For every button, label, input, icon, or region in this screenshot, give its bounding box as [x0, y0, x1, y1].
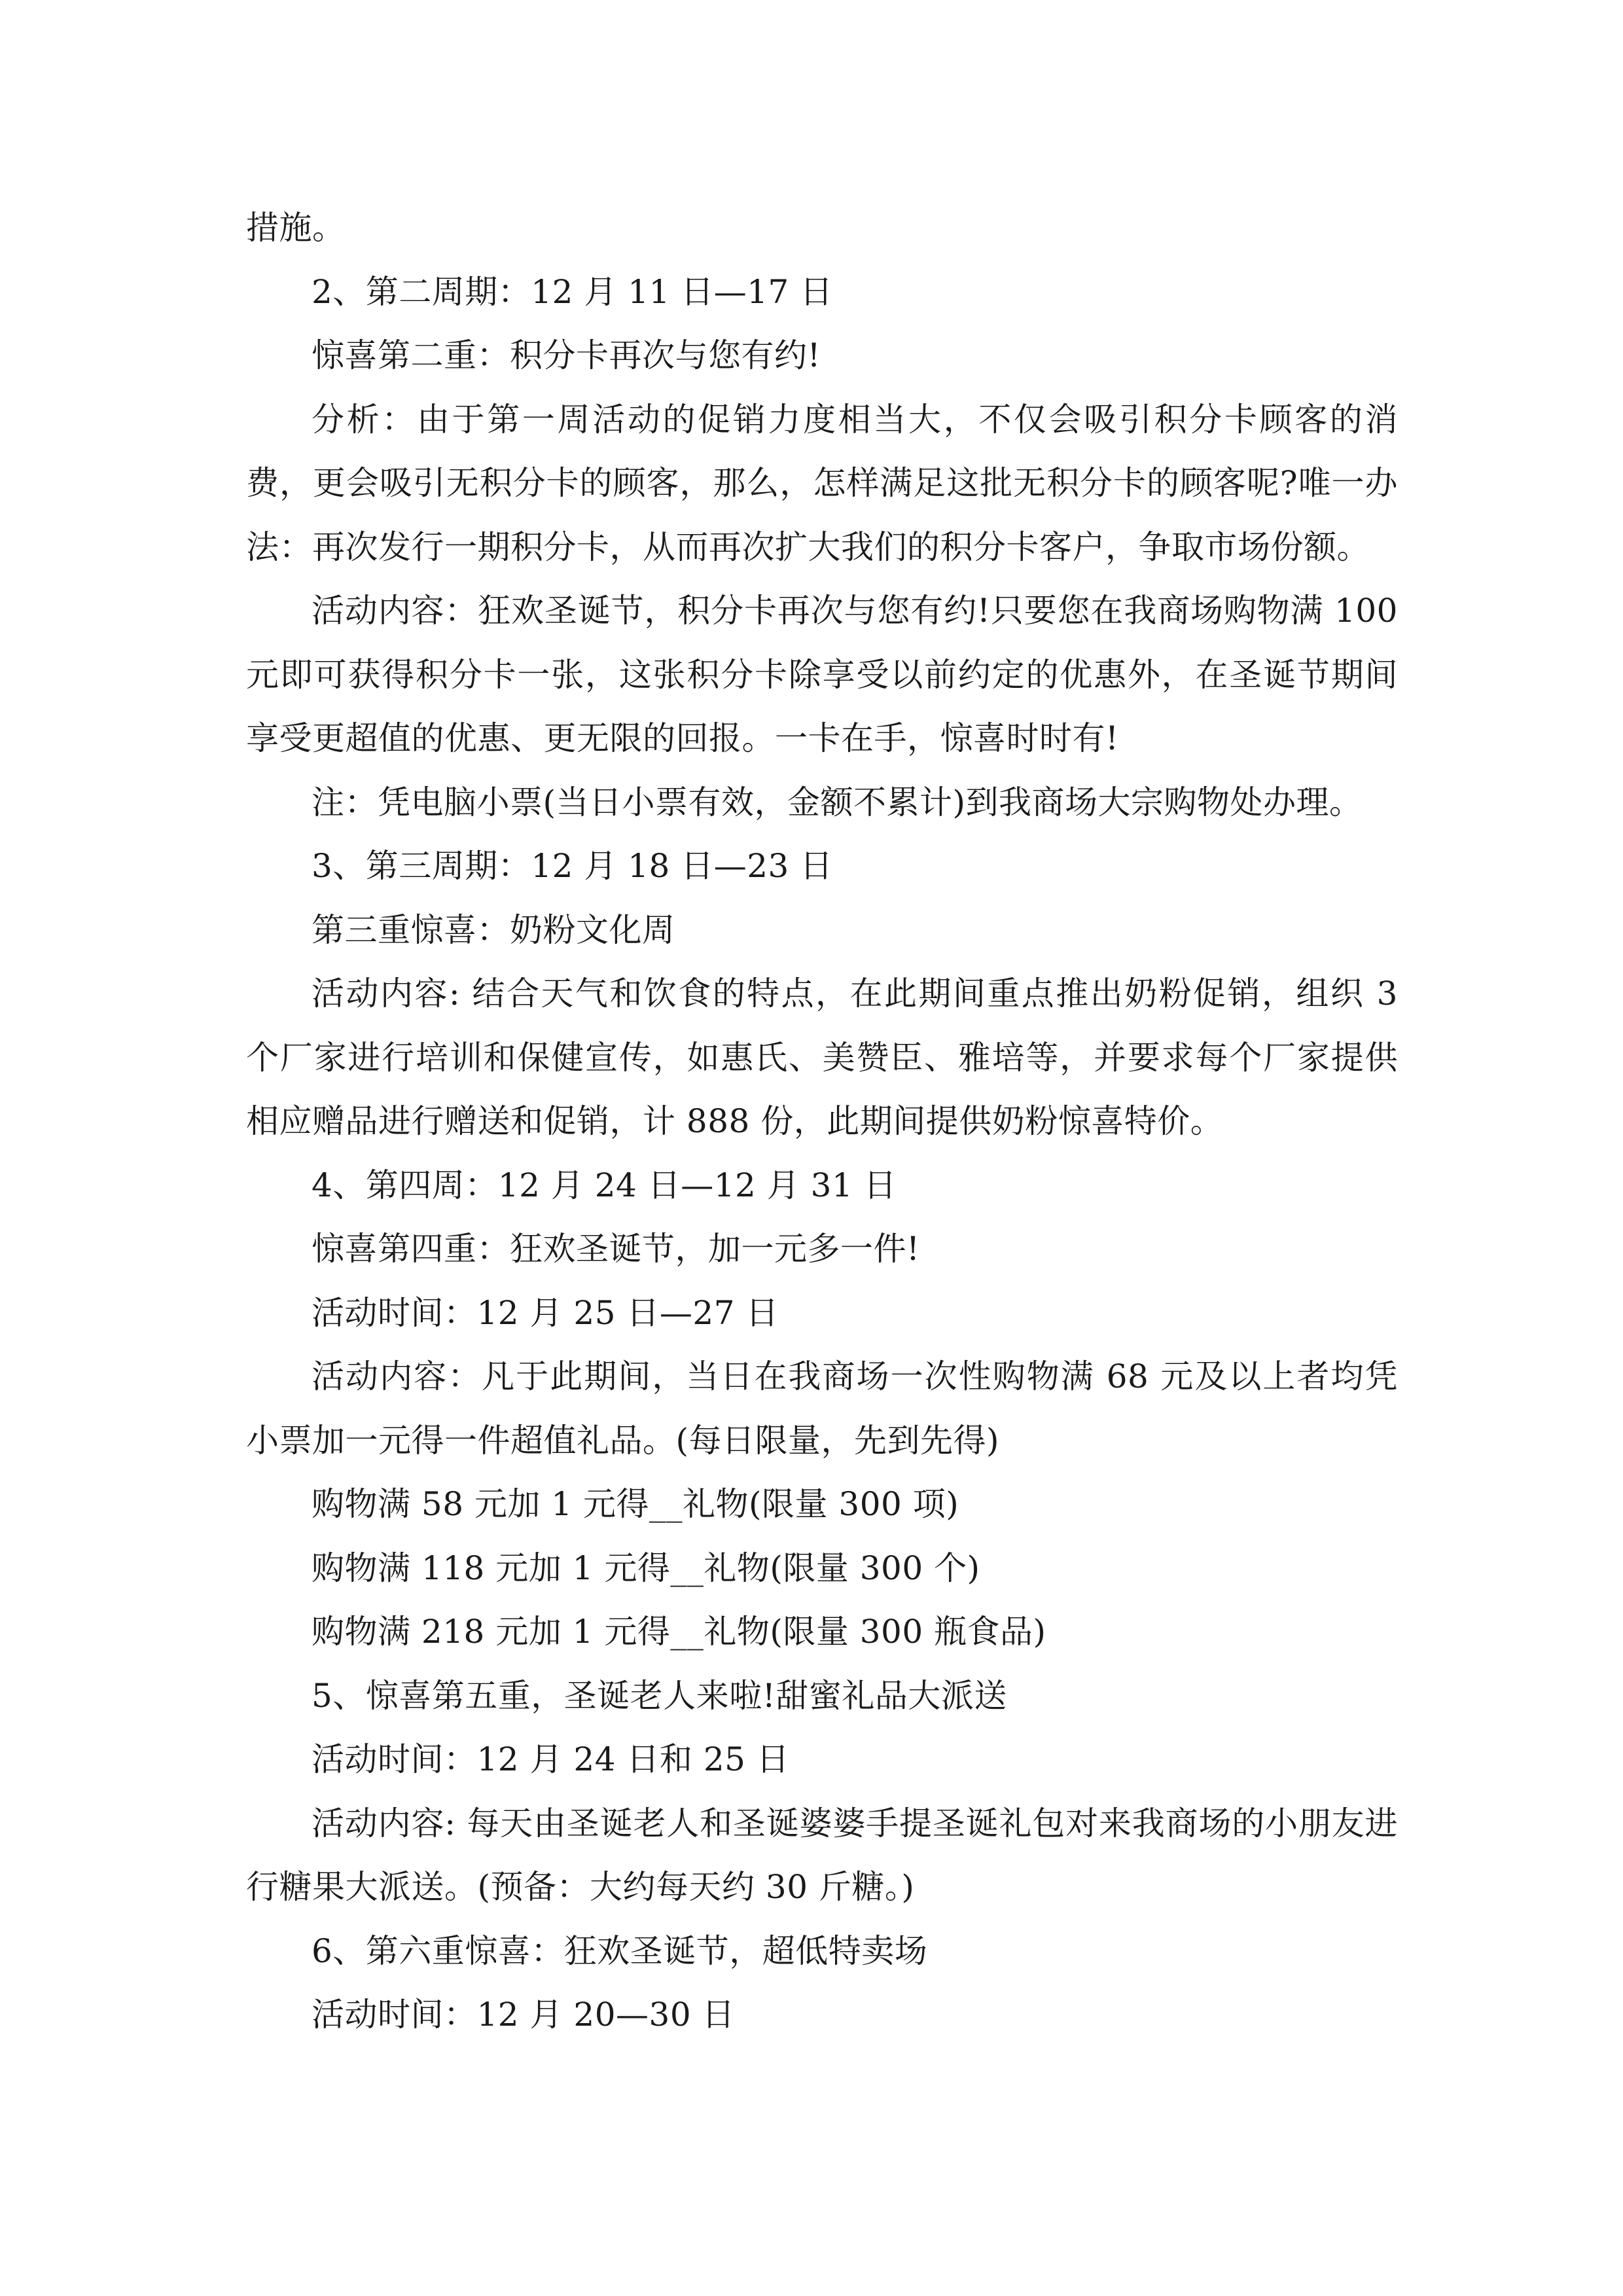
activity-content-week-four: 活动内容：凡于此期间，当日在我商场一次性购物满 68 元及以上者均凭小票加一元得一件超值礼品。(每日限量，先到先得) — [246, 1357, 1398, 1460]
note-paragraph: 注：凭电脑小票(当日小票有效，金额不累计)到我商场大宗购物处办理。 — [312, 783, 1363, 821]
gift-tier-58: 购物满 58 元加 1 元得__礼物(限量 300 项) — [312, 1485, 959, 1523]
heading-surprise-six: 6、第六重惊喜：狂欢圣诞节，超低特卖场 — [312, 1931, 928, 1970]
analysis-paragraph: 分析：由于第一周活动的促销力度相当大，不仅会吸引积分卡顾客的消费，更会吸引无积分卡的顾客，那么，怎样满足这批无积分卡的顾客呢?唯一办法：再次发行一期积分卡，从而再次扩大我们的积分卡客户，争取市场份额。 — [246, 400, 1398, 566]
surprise-four-title: 惊喜第四重：狂欢圣诞节，加一元多一件! — [312, 1230, 920, 1268]
activity-content-week-two: 活动内容：狂欢圣诞节，积分卡再次与您有约!只要您在我商场购物满 100 元即可获得积分卡一张，这张积分卡除享受以前约定的优惠外，在圣诞节期间享受更超值的优惠、更无限的回报。一卡在手，惊喜时时有! — [246, 592, 1398, 757]
activity-time-week-four: 活动时间：12 月 25 日—27 日 — [312, 1293, 779, 1332]
heading-week-three: 3、第三周期：12 月 18 日—23 日 — [312, 847, 833, 885]
surprise-two-title: 惊喜第二重：积分卡再次与您有约! — [312, 336, 821, 374]
activity-time-surprise-five: 活动时间：12 月 24 日和 25 日 — [312, 1740, 790, 1778]
activity-content-surprise-five: 活动内容: 每天由圣诞老人和圣诞婆婆手提圣诞礼包对来我商场的小朋友进行糖果大派送。(预备：大约每天约 30 斤糖。) — [246, 1804, 1398, 1906]
document-body — [246, 196, 1398, 2047]
gift-tier-218: 购物满 218 元加 1 元得__礼物(限量 300 瓶食品) — [312, 1613, 1046, 1651]
heading-week-four: 4、第四周：12 月 24 日—12 月 31 日 — [312, 1166, 897, 1204]
surprise-three-title: 第三重惊喜：奶粉文化周 — [312, 910, 675, 949]
activity-time-surprise-six: 活动时间：12 月 20—30 日 — [312, 1996, 736, 2034]
activity-content-week-three: 活动内容: 结合天气和饮食的特点，在此期间重点推出奶粉促销，组织 3 个厂家进行培训和保健宣传，如惠氏、美赞臣、雅培等，并要求每个厂家提供相应赠品进行赠送和促销，计 888 份，此期间提供奶粉惊喜特价。 — [246, 975, 1398, 1140]
gift-tier-118: 购物满 118 元加 1 元得__礼物(限量 300 个) — [312, 1549, 980, 1587]
heading-surprise-five: 5、惊喜第五重，圣诞老人来啦!甜蜜礼品大派送 — [312, 1676, 1007, 1715]
heading-week-two: 2、第二周期：12 月 11 日—17 日 — [312, 272, 833, 311]
paragraph-continuation: 措施。 — [246, 209, 346, 247]
